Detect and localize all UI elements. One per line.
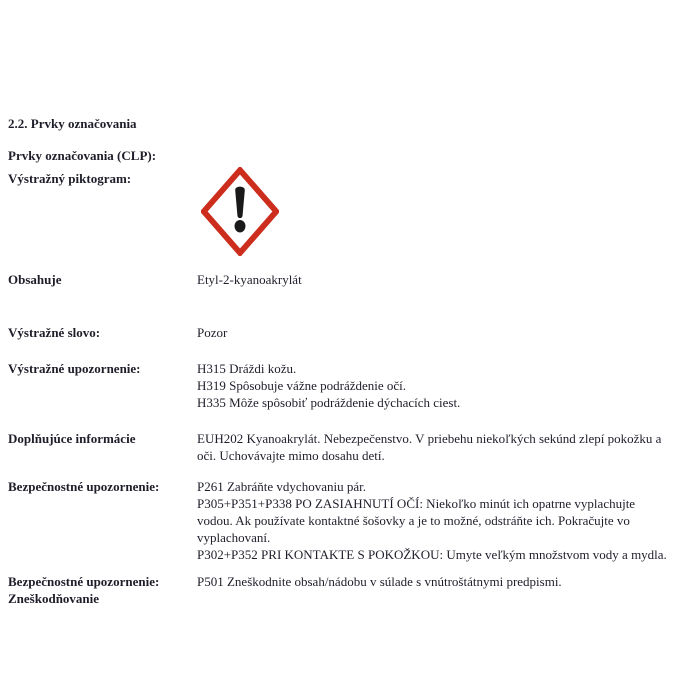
row-label: Obsahuje <box>8 272 62 287</box>
row-value <box>197 478 697 563</box>
row-value <box>197 271 697 288</box>
pictogram-label: Výstražný piktogram: <box>8 171 132 186</box>
value-line: EUH202 Kyanoakrylát. Nebezpečenstvo. V priebehu niekoľkých sekúnd zlepí pokožku a <box>197 431 662 446</box>
section-heading: 2.2. Prvky označovania <box>8 116 137 131</box>
value-line: H335 Môže spôsobiť podráždenie dýchacích ciest. <box>197 395 461 410</box>
ghs07-exclamation-icon <box>201 167 279 256</box>
value-line: P302+P352 PRI KONTAKTE S POKOŽKOU: Umyte veľkým množstvom vody a mydla. <box>197 547 667 562</box>
row-value <box>197 573 697 590</box>
clp-subheading: Prvky označovania (CLP): <box>8 148 157 163</box>
row-label: Výstražné upozornenie: <box>8 361 141 376</box>
value-line: Pozor <box>197 325 228 340</box>
row-label: Bezpečnostné upozornenie: Zneškodňovanie <box>8 574 160 606</box>
row-value <box>197 360 697 411</box>
value-line: Etyl-2-kyanoakrylát <box>197 272 302 287</box>
value-line: P261 Zabráňte vdychovaniu pár. <box>197 479 366 494</box>
row-label: Doplňujúce informácie <box>8 431 136 446</box>
value-line: vyplachovaní. <box>197 530 271 545</box>
value-line: P501 Zneškodnite obsah/nádobu v súlade s vnútroštátnymi predpismi. <box>197 574 562 589</box>
row-value <box>197 430 697 464</box>
value-line: P305+P351+P338 PO ZASIAHNUTÍ OČÍ: Niekoľko minút ich opatrne vyplachujte <box>197 496 636 511</box>
value-line: H319 Spôsobuje vážne podráždenie očí. <box>197 378 407 393</box>
value-line: vodou. Ak používate kontaktné šošovky a je to možné, odstráňte ich. Pokračujte vo <box>197 513 630 528</box>
row-label: Výstražné slovo: <box>8 325 101 340</box>
value-line: H315 Dráždi kožu. <box>197 361 297 376</box>
value-line: oči. Uchovávajte mimo dosahu detí. <box>197 448 385 463</box>
row-value <box>197 324 697 341</box>
row-label: Bezpečnostné upozornenie: <box>8 479 160 494</box>
